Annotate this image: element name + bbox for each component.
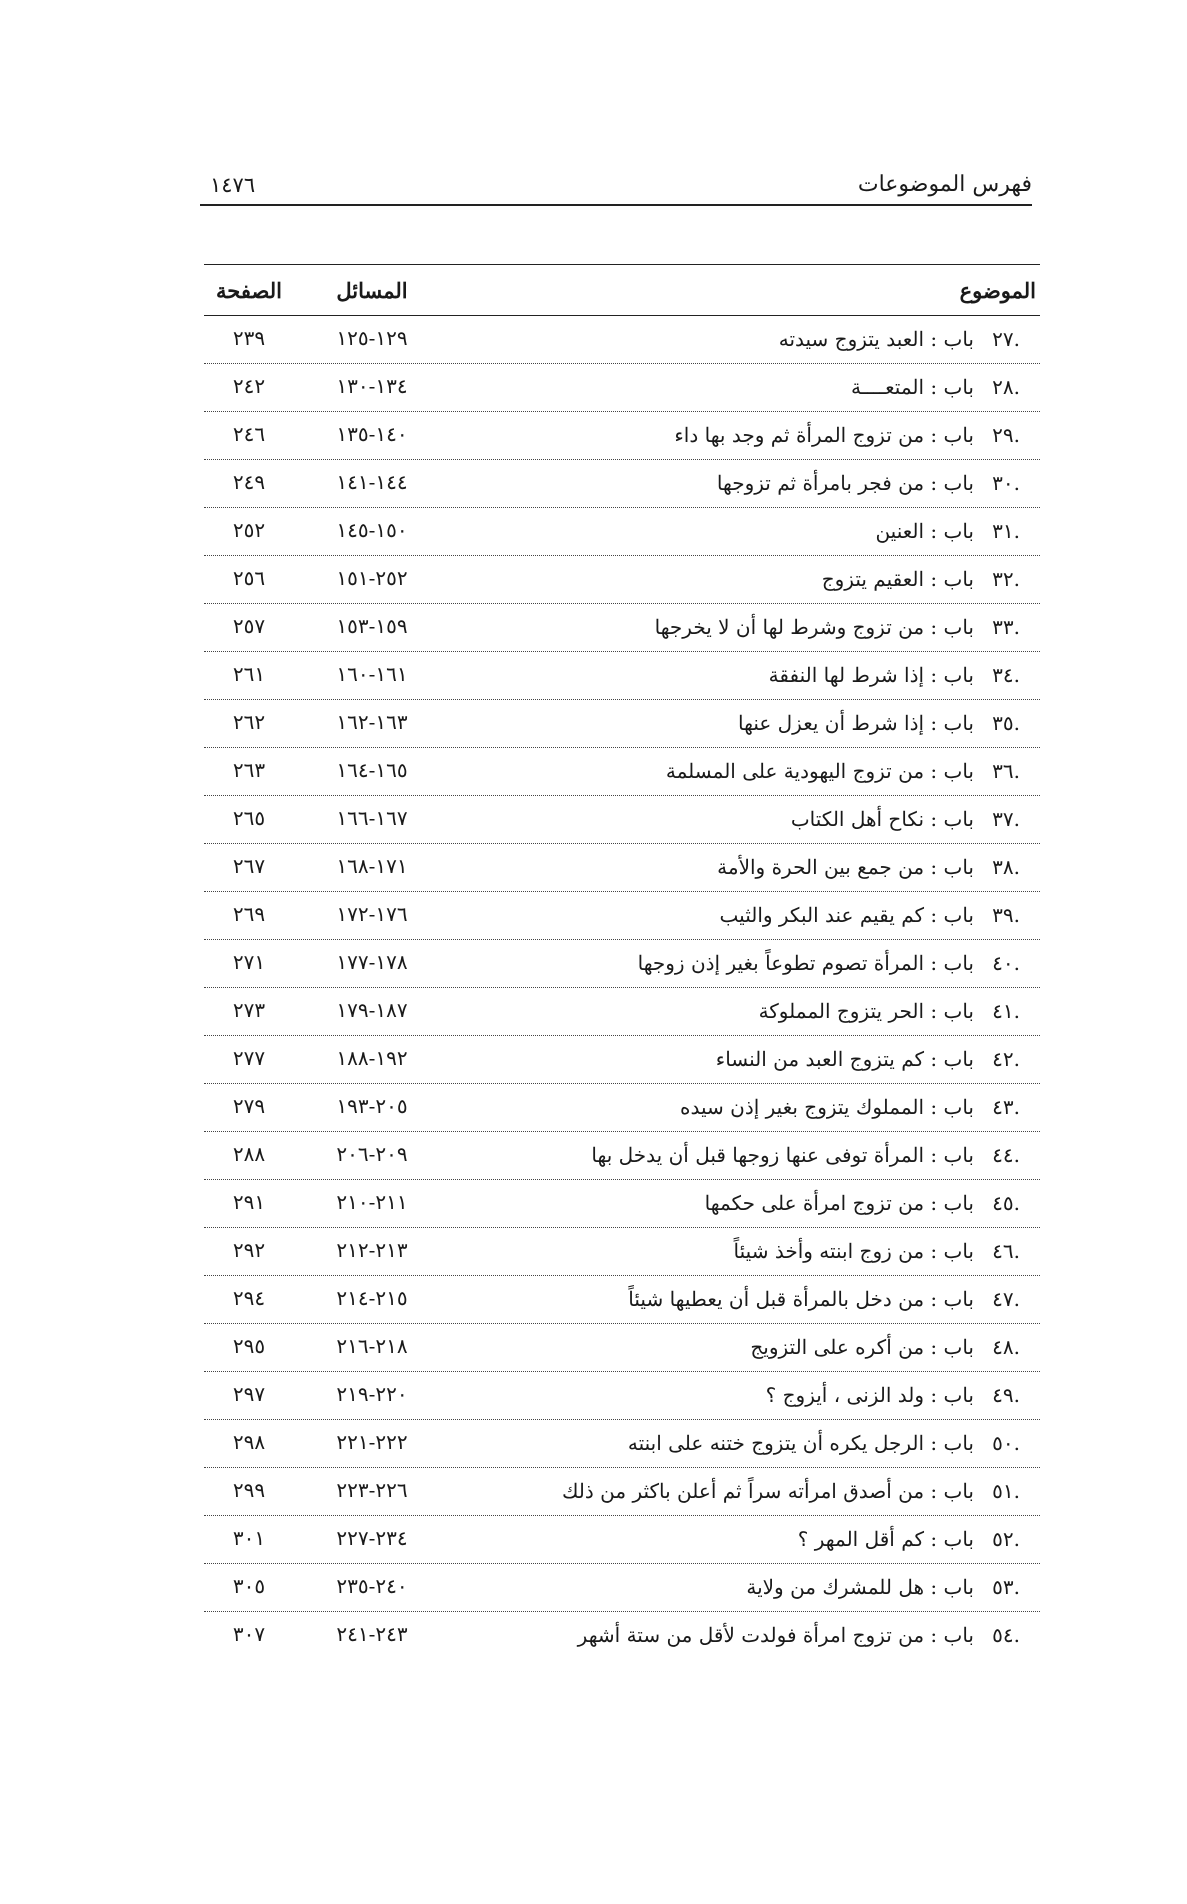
table-row [204,1132,1040,1180]
issues-cell: ٢١٥-٢١٤ [336,1286,408,1310]
page-cell: ٢٩٢ [232,1238,266,1262]
issues-cell: ١٤٠-١٣٥ [336,422,408,446]
topic-cell [500,1516,1040,1563]
entry-title: باب : كم أقل المهر ؟ [797,1527,974,1551]
topic-cell [500,1132,1040,1179]
page-cell: ٢٥٢ [232,518,266,542]
issues-cell: ١٦٣-١٦٢ [336,710,408,734]
topic-cell [500,1084,1040,1131]
table-row [204,364,1040,412]
entry-number: .٣١ [992,519,1020,543]
table-row [204,604,1040,652]
page-cell: ٢٤٦ [232,422,266,446]
topic-cell [500,1564,1040,1611]
entry-title: باب : من جمع بين الحرة والأمة [717,855,974,879]
issues-cell: ٢٤٣-٢٤١ [336,1622,408,1646]
issues-cell: ٢٠٩-٢٠٦ [336,1142,408,1166]
entry-number: .٣٧ [992,807,1020,831]
issues-cell: ٢٠٥-١٩٣ [336,1094,408,1118]
topic-cell [500,604,1040,651]
entry-number: .٤١ [992,999,1020,1023]
entry-title: باب : المتعــــة [851,375,974,399]
table-row [204,1180,1040,1228]
topic-cell [500,1228,1040,1275]
table-row [204,1276,1040,1324]
topic-cell [500,940,1040,987]
table-row [204,412,1040,460]
table-row [204,460,1040,508]
issues-cell: ١٦٧-١٦٦ [336,806,408,830]
page-cell: ٢٦١ [232,662,266,686]
entry-number: .٤٣ [992,1095,1020,1119]
page-cell: ٢٥٦ [232,566,266,590]
entry-number: .٢٧ [992,327,1020,351]
entry-title: باب : العقيم يتزوج [821,567,974,591]
page-cell: ٢٤٢ [232,374,266,398]
issues-cell: ٢٢٠-٢١٩ [336,1382,408,1406]
page-cell: ٣٠٧ [232,1622,266,1646]
column-header-topic: الموضوع [959,278,1036,303]
table-row [204,1420,1040,1468]
entry-number: .٤٧ [992,1287,1020,1311]
issues-cell: ١٢٩-١٢٥ [336,326,408,350]
entry-title: باب : كم يقيم عند البكر والثيب [719,903,974,927]
issues-cell: ١٨٧-١٧٩ [336,998,408,1022]
page-number: ١٤٧٦ [210,173,256,197]
issues-cell: ٢٥٢-١٥١ [336,566,408,590]
entry-number: .٤٦ [992,1239,1020,1263]
topic-cell [500,1420,1040,1467]
entry-number: .٣٣ [992,615,1020,639]
issues-cell: ١٧١-١٦٨ [336,854,408,878]
entry-number: .٤٨ [992,1335,1020,1359]
table-row [204,1324,1040,1372]
page-cell: ٢٧٣ [232,998,266,1022]
page-cell: ٢٩٤ [232,1286,266,1310]
issues-cell: ١٧٦-١٧٢ [336,902,408,926]
entry-title: باب : من أصدق امرأته سراً ثم أعلن باكثر من ذلك [561,1479,974,1503]
entry-number: .٣٥ [992,711,1020,735]
entry-number: .٥٢ [992,1527,1020,1551]
entry-number: .٥٤ [992,1623,1020,1647]
running-header [200,168,1032,206]
entry-title: باب : ولد الزنى ، أيزوج ؟ [765,1383,974,1407]
table-row [204,940,1040,988]
table-row [204,1036,1040,1084]
table-row [204,1084,1040,1132]
issues-cell: ١٥٩-١٥٣ [336,614,408,638]
issues-cell: ١٦١-١٦٠ [336,662,408,686]
table-row [204,556,1040,604]
entry-number: .٣٩ [992,903,1020,927]
issues-cell: ٢١١-٢١٠ [336,1190,408,1214]
page-cell: ٢٤٩ [232,470,266,494]
entry-title: باب : من تزوج امرأة فولدت لأقل من ستة أشهر [577,1623,974,1647]
page-cell: ٢٩٥ [232,1334,266,1358]
table-row [204,844,1040,892]
page-cell: ٢٨٨ [232,1142,266,1166]
page-cell: ٢٦٧ [232,854,266,878]
entry-number: .٤٥ [992,1191,1020,1215]
table-of-contents [204,264,1040,1659]
table-row [204,508,1040,556]
table-row [204,1468,1040,1516]
table-header-row [204,265,1040,316]
table-row [204,1564,1040,1612]
entry-title: باب : من أكره على التزويج [750,1335,974,1359]
entry-number: .٤٤ [992,1143,1020,1167]
entry-number: .٥٣ [992,1575,1020,1599]
page-cell: ٢٧٩ [232,1094,266,1118]
topic-cell [500,1324,1040,1371]
topic-cell [500,1612,1040,1659]
entry-title: باب : العبد يتزوج سيدته [778,327,974,351]
topic-cell [500,748,1040,795]
table-row [204,1516,1040,1564]
table-row [204,1612,1040,1659]
entry-title: باب : من تزوج المرأة ثم وجد بها داء [674,423,974,447]
table-row [204,1372,1040,1420]
running-title: فهرس الموضوعات [857,172,1032,197]
page-cell: ٢٥٧ [232,614,266,638]
table-row [204,796,1040,844]
column-header-page: الصفحة [216,278,282,303]
page-cell: ٣٠٥ [232,1574,266,1598]
topic-cell [500,556,1040,603]
issues-cell: ٢٢٢-٢٢١ [336,1430,408,1454]
page-cell: ٢٦٩ [232,902,266,926]
issues-cell: ١٧٨-١٧٧ [336,950,408,974]
topic-cell [500,412,1040,459]
topic-cell [500,1372,1040,1419]
entry-title: باب : العنين [875,519,974,543]
table-row [204,988,1040,1036]
entry-title: باب : المملوك يتزوج بغير إذن سيده [680,1095,974,1119]
table-row [204,748,1040,796]
topic-cell [500,316,1040,363]
entry-number: .٣٦ [992,759,1020,783]
entry-title: باب : المرأة توفى عنها زوجها قبل أن يدخل بها [591,1143,974,1167]
entry-number: .٤٢ [992,1047,1020,1071]
page-cell: ٢٩٨ [232,1430,266,1454]
entry-title: باب : من تزوج اليهودية على المسلمة [665,759,974,783]
topic-cell [500,1276,1040,1323]
issues-cell: ١٩٢-١٨٨ [336,1046,408,1070]
issues-cell: ٢٢٦-٢٢٣ [336,1478,408,1502]
page-cell: ٢٧٧ [232,1046,266,1070]
issues-cell: ١٣٤-١٣٠ [336,374,408,398]
page-cell: ٢٣٩ [232,326,266,350]
entry-title: باب : المرأة تصوم تطوعاً بغير إذن زوجها [637,951,974,975]
page-cell: ٢٩٧ [232,1382,266,1406]
entry-title: باب : من تزوج امرأة على حكمها [704,1191,974,1215]
topic-cell [500,1036,1040,1083]
page-cell: ٢٩١ [232,1190,266,1214]
entry-number: .٢٩ [992,423,1020,447]
entry-title: باب : الحر يتزوج المملوكة [758,999,974,1023]
issues-cell: ١٦٥-١٦٤ [336,758,408,782]
issues-cell: ٢١٨-٢١٦ [336,1334,408,1358]
entry-title: باب : نكاح أهل الكتاب [790,807,974,831]
topic-cell [500,1180,1040,1227]
topic-cell [500,652,1040,699]
entry-title: باب : إذا شرط أن يعزل عنها [738,711,974,735]
page-cell: ٢٧١ [232,950,266,974]
issues-cell: ٢١٣-٢١٢ [336,1238,408,1262]
issues-cell: ٢٤٠-٢٣٥ [336,1574,408,1598]
topic-cell [500,364,1040,411]
table-row [204,316,1040,364]
page-cell: ٣٠١ [232,1526,266,1550]
entry-title: باب : من زوج ابنته وأخذ شيئاً [733,1239,974,1263]
entry-number: .٣٢ [992,567,1020,591]
topic-cell [500,1468,1040,1515]
page-cell: ٢٦٢ [232,710,266,734]
page-cell: ٢٦٥ [232,806,266,830]
table-row [204,1228,1040,1276]
topic-cell [500,700,1040,747]
topic-cell [500,796,1040,843]
table-row [204,892,1040,940]
entry-title: باب : إذا شرط لها النفقة [768,663,974,687]
column-header-issues: المسائل [336,278,408,303]
entry-number: .٣٨ [992,855,1020,879]
entry-title: باب : هل للمشرك من ولاية [746,1575,974,1599]
entry-number: .٤٠ [992,951,1020,975]
entry-number: .٣٠ [992,471,1020,495]
entry-number: .٥١ [992,1479,1020,1503]
entry-title: باب : من دخل بالمرأة قبل أن يعطيها شيئاً [628,1287,974,1311]
page-cell: ٢٦٣ [232,758,266,782]
topic-cell [500,892,1040,939]
entry-title: باب : من فجر بامرأة ثم تزوجها [716,471,974,495]
entry-number: .٣٤ [992,663,1020,687]
table-row [204,652,1040,700]
topic-cell [500,988,1040,1035]
issues-cell: ١٥٠-١٤٥ [336,518,408,542]
entry-title: باب : الرجل يكره أن يتزوج ختنه على ابنته [627,1431,974,1455]
issues-cell: ٢٣٤-٢٢٧ [336,1526,408,1550]
entry-number: .٢٨ [992,375,1020,399]
table-row [204,700,1040,748]
issues-cell: ١٤٤-١٤١ [336,470,408,494]
page-cell: ٢٩٩ [232,1478,266,1502]
topic-cell [500,844,1040,891]
topic-cell [500,508,1040,555]
entry-title: باب : كم يتزوج العبد من النساء [715,1047,974,1071]
entry-title: باب : من تزوج وشرط لها أن لا يخرجها [654,615,974,639]
entry-number: .٤٩ [992,1383,1020,1407]
topic-cell [500,460,1040,507]
entry-number: .٥٠ [992,1431,1020,1455]
